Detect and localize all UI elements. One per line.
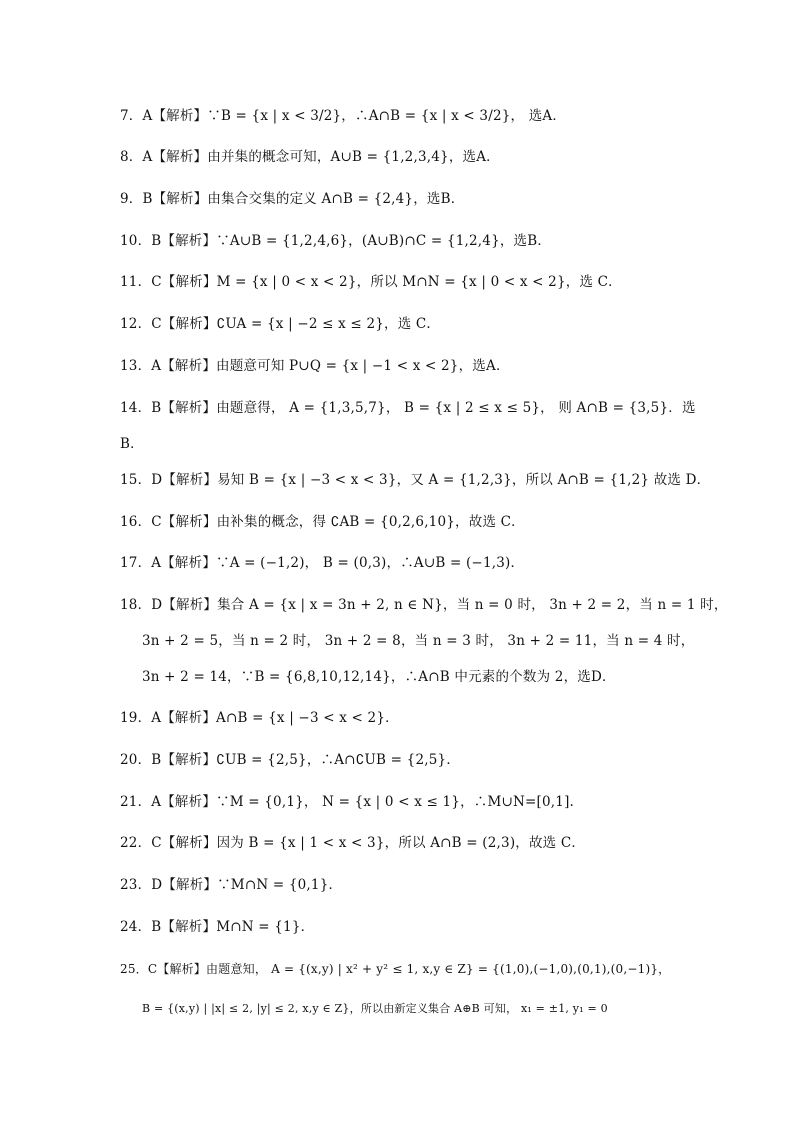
answer-21: 21．A【解析】∵M = {0,1}， N = {x | 0 < x ≤ 1}，∴M∪N=[0,1]. <box>120 794 575 810</box>
answer-11: 11．C【解析】M = {x | 0 < x < 2}，所以 M∩N = {x | 0 < x < 2}，选 C． <box>120 274 622 290</box>
answer-24: 24．B【解析】M∩N = {1}． <box>120 919 315 935</box>
answer-16: 16．C【解析】由补集的概念，得 ∁AB = {0,2,6,10}，故选 C． <box>120 514 525 530</box>
answer-25-line-1: 25．C【解析】由题意知， A = {(x,y) | x² + y² ≤ 1, x,y ∈ Z} = {(1,0),(−1,0),(0,1),(0,−1)}， <box>120 962 671 976</box>
answer-19: 19．A【解析】A∩B = {x | −3 < x < 2}． <box>120 710 399 726</box>
answer-22: 22．C【解析】因为 B = {x | 1 < x < 3}，所以 A∩B = (2,3)，故选 C． <box>120 835 586 851</box>
answer-18-line-2: 3n + 2 = 5，当 n = 2 时， 3n + 2 = 8，当 n = 3 时， 3n + 2 = 11，当 n = 4 时， <box>142 633 695 649</box>
answer-15: 15．D【解析】易知 B = {x | −3 < x < 3}，又 A = {1,2,3}，所以 A∩B = {1,2} 故选 D． <box>120 472 711 488</box>
answer-9: 9．B【解析】由集合交集的定义 A∩B = {2,4}，选B． <box>120 191 465 207</box>
answer-23: 23．D【解析】∵M∩N = {0,1}． <box>120 877 343 893</box>
answer-14-line-2: B． <box>120 436 144 452</box>
answer-8: 8．A【解析】由并集的概念可知，A∪B = {1,2,3,4}，选A． <box>120 149 500 165</box>
answer-12: 12．C【解析】∁UA = {x | −2 ≤ x ≤ 2}，选 C． <box>120 316 441 332</box>
answer-14-line-1: 14．B【解析】由题意得， A = {1,3,5,7}， B = {x | 2 ≤ x ≤ 5}， 则 A∩B = {3,5}．选 <box>120 400 696 416</box>
answer-20: 20．B【解析】∁UB = {2,5}，∴A∩∁UB = {2,5}． <box>120 752 461 768</box>
answer-13: 13．A【解析】由题意可知 P∪Q = {x | −1 < x < 2}，选A． <box>120 358 510 374</box>
answer-7: 7．A【解析】∵B = {x | x < 3/2}，∴A∩B = {x | x < 3/2}， 选A． <box>120 108 567 124</box>
answer-25-line-2: B = {(x,y) | |x| ≤ 2, |y| ≤ 2, x,y ∈ Z}，所以由新定义集合 A⊕B 可知， x₁ = ±1, y₁ = 0 <box>142 1002 608 1015</box>
answer-10: 10．B【解析】∵A∪B = {1,2,4,6}，(A∪B)∩C = {1,2,4}，选B． <box>120 233 552 249</box>
answer-17: 17．A【解析】∵A = (−1,2)， B = (0,3)，∴A∪B = (−1,3)． <box>120 555 525 571</box>
answer-18-line-3: 3n + 2 = 14，∵B = {6,8,10,12,14}，∴A∩B 中元素的个数为 2，选D． <box>142 669 616 685</box>
answer-18-line-1: 18．D【解析】集合 A = {x | x = 3n + 2, n ∈ N}，当 n = 0 时， 3n + 2 = 2，当 n = 1 时， <box>120 597 728 613</box>
